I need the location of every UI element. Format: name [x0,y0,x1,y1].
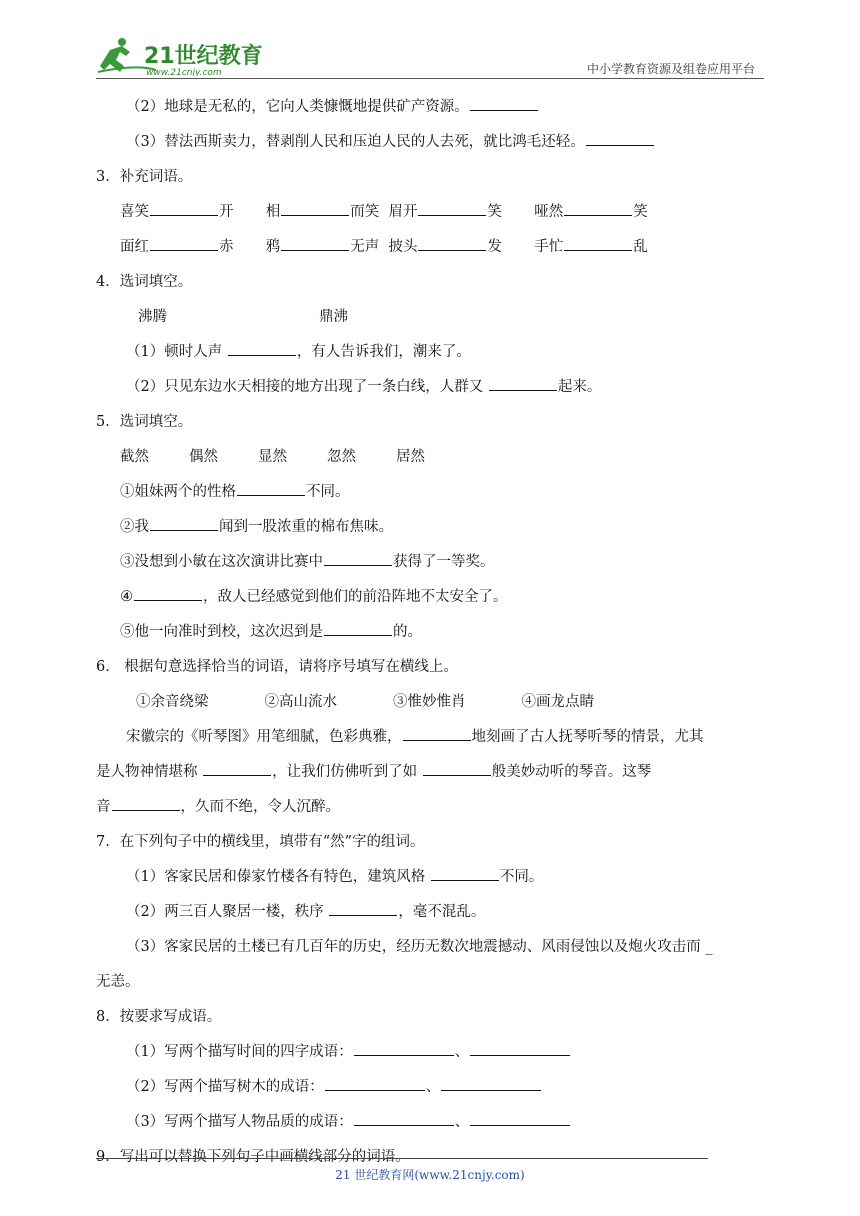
q6-title: 6． 根据句意选择恰当的词语，请将序号填写在横线上。 [96,659,458,675]
q6-options: ①余音绕梁 ②高山流水 ③惟妙惟肖 ④画龙点睛 [136,694,594,710]
q3-title: 3．补充词语。 [96,169,193,185]
footer-divider [96,1158,708,1159]
q3-row2: 面红 赤 鸦 无声 披头 发 手忙 乱 [96,230,766,265]
q5-item3: ③没想到小敏在这次演讲比赛中 获得了一等奖。 [96,545,766,580]
q5-word-bank: 截然 偶然 显然 忽然 居然 [120,449,425,465]
q9-title: 9．写出可以替换下列句子中画横线部分的词语。 [96,1149,410,1165]
platform-label: 中小学教育资源及组卷应用平台 [586,62,755,76]
q7-item3: （3）客家民居的土楼已有几百年的历史，经历无数次地震撼动、风雨侵蚀以及炮火攻击而 _ [126,939,713,955]
q4-item2: （2）只见东边水天相接的地方出现了一条白线，人群又 起来。 [96,370,766,405]
q3-row1: 喜笑 开 相 而笑 眉开 笑 哑然 笑 [96,195,766,230]
logo-url: www.21cnjy.com [146,68,222,76]
q8-title: 8．按要求写成语。 [96,1009,222,1025]
page-header [0,0,860,80]
q8-item3: （3）写两个描写人物品质的成语： 、 [96,1105,766,1140]
answer-blank[interactable] [586,131,654,146]
q2-item3: （3）替法西斯卖力，替剥削人民和压迫人民的人去死，就比鸿毛还轻。 [96,125,766,160]
q6-para-line3: 音 ，久而不绝，令人沉醉。 [96,790,766,825]
q5-title: 5．选词填空。 [96,414,193,430]
q4-item1: （1）顿时人声 ，有人告诉我们，潮来了。 [96,335,766,370]
q4-title: 4．选词填空。 [96,274,193,290]
q6-para-line2: 是人物神情堪称 ，让我们仿佛听到了如 般美妙动听的琴音。这琴 [96,755,766,790]
q5-item4: ④ ，敌人已经感觉到他们的前沿阵地不太安全了。 [96,580,766,615]
logo-text: 21世纪教育 [144,44,263,69]
q8-item2: （2）写两个描写树木的成语： 、 [96,1070,766,1105]
q7-item2: （2）两三百人聚居一楼，秩序 ，毫不混乱。 [96,895,766,930]
footer-link[interactable]: 21 世纪教育网(www.21cnjy.com) [335,1168,525,1182]
q2-item2: （2）地球是无私的，它向人类慷慨地提供矿产资源。 [96,90,766,125]
q5-item5: ⑤他一向准时到校，这次迟到是 的。 [96,615,766,650]
q7-title: 7．在下列句子中的横线里，填带有“然”字的组词。 [96,834,425,850]
header-divider [96,78,764,79]
q5-item2: ②我 闻到一股浓重的棉布焦味。 [96,510,766,545]
q8-item1: （1）写两个描写时间的四字成语： 、 [96,1035,766,1070]
q7-item1: （1）客家民居和傣家竹楼各有特色，建筑风格 不同。 [96,860,766,895]
answer-blank[interactable] [470,96,538,111]
q4-word-bank: 沸腾 鼎沸 [138,309,348,325]
q5-item1: ①姐妹两个的性格 不同。 [96,475,766,510]
q7-item3-cont: 无恙。 [96,974,140,990]
worksheet-content [96,90,766,1175]
site-logo [96,36,266,76]
q6-para-line1: 宋徽宗的《听琴图》用笔细腻，色彩典雅， 地刻画了古人抚琴听琴的情景，尤其 [96,720,766,755]
